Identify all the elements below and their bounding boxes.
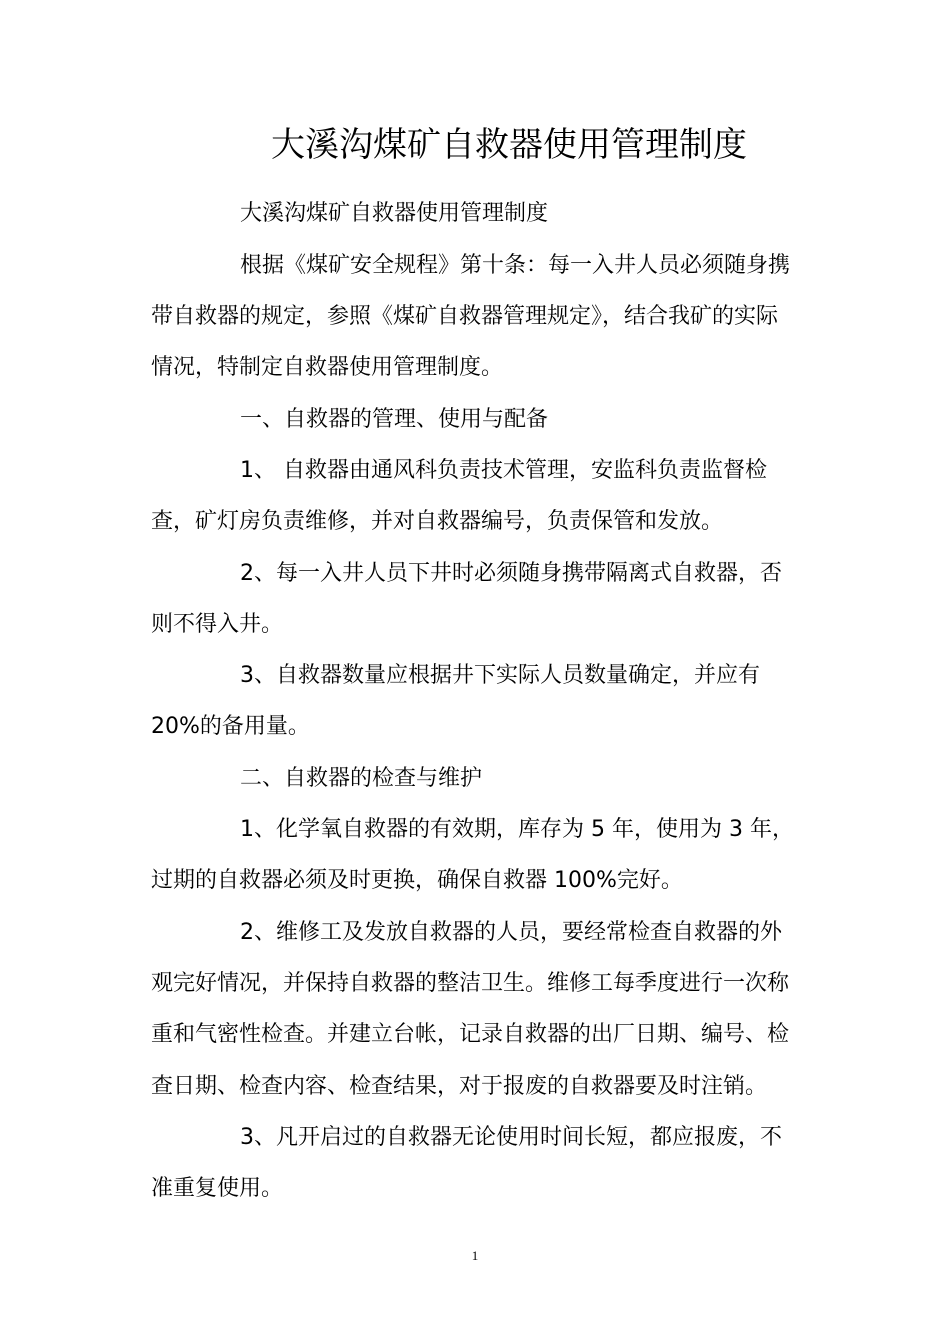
paragraph-line: 查，矿灯房负责维修，并对自救器编号，负责保管和发放。 — [151, 509, 724, 534]
paragraph-line: 查日期、检查内容、检查结果，对于报废的自救器要及时注销。 — [151, 1074, 768, 1099]
paragraph-line: 1、化学氧自救器的有效期，库存为 5 年，使用为 3 年， — [240, 817, 794, 842]
paragraph-line: 20%的备用量。 — [151, 714, 310, 739]
paragraph-line: 则不得入井。 — [151, 612, 284, 637]
paragraph-line: 准重复使用。 — [151, 1176, 284, 1201]
paragraph-line: 重和气密性检查。并建立台帐，记录自救器的出厂日期、编号、检 — [151, 1022, 790, 1047]
paragraph-line: 观完好情况，并保持自救器的整洁卫生。维修工每季度进行一次称 — [151, 971, 790, 996]
subtitle-line: 大溪沟煤矿自救器使用管理制度 — [240, 201, 549, 226]
paragraph-line: 3、自救器数量应根据井下实际人员数量确定，并应有 — [240, 663, 760, 688]
paragraph-line: 2、每一入井人员下井时必须随身携带隔离式自救器，否 — [240, 561, 782, 586]
paragraph-line: 情况，特制定自救器使用管理制度。 — [151, 355, 504, 380]
paragraph-line: 2、维修工及发放自救器的人员，要经常检查自救器的外 — [240, 920, 782, 945]
paragraph-line: 1、 自救器由通风科负责技术管理，安监科负责监督检 — [240, 458, 767, 483]
paragraph-line: 根据《煤矿安全规程》第十条：每一入井人员必须随身携 — [240, 253, 791, 278]
page-number: 1 — [471, 1248, 479, 1263]
document-title: 大溪沟煤矿自救器使用管理制度 — [271, 125, 747, 165]
paragraph-line: 带自救器的规定，参照《煤矿自救器管理规定》，结合我矿的实际 — [151, 304, 779, 329]
section-heading: 一、自救器的管理、使用与配备 — [240, 407, 549, 432]
paragraph-line: 过期的自救器必须及时更换，确保自救器 100%完好。 — [151, 868, 683, 893]
paragraph-line: 3、凡开启过的自救器无论使用时间长短，都应报废，不 — [240, 1125, 782, 1150]
section-heading: 二、自救器的检查与维护 — [240, 766, 483, 791]
